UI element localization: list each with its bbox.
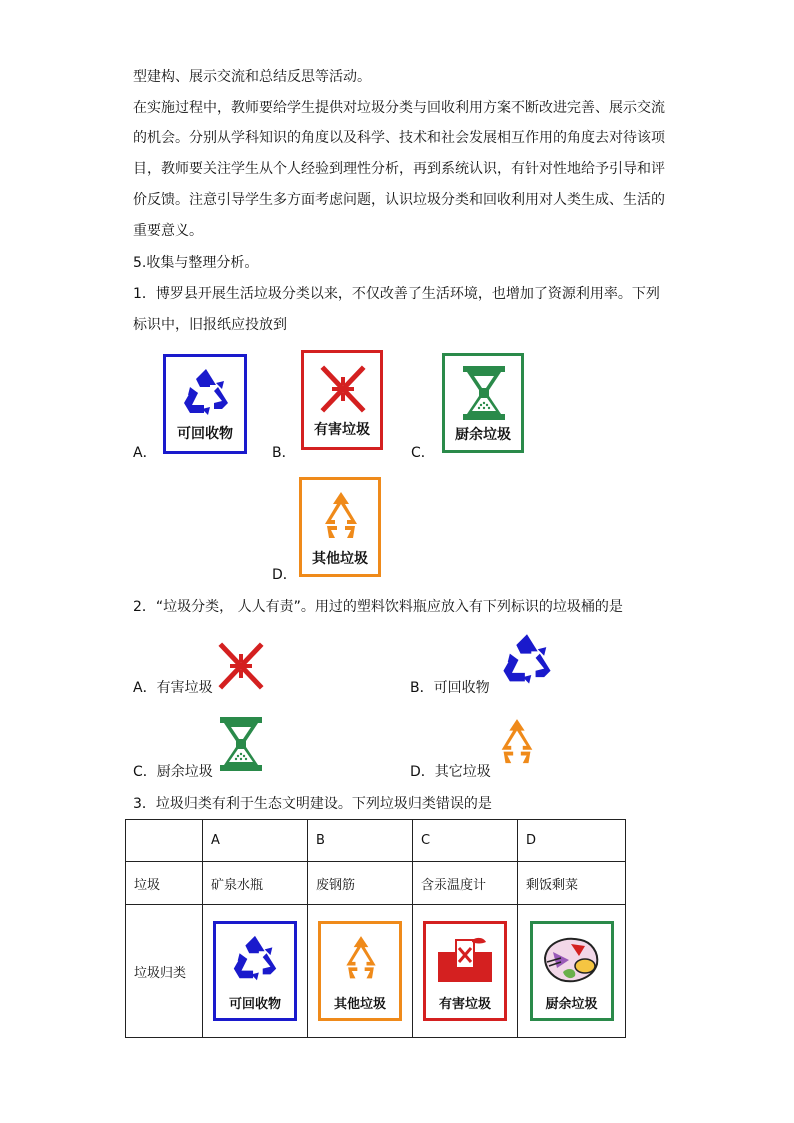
table-cell: 矿泉水瓶 [203,862,308,905]
table-header-cell: D [518,820,626,862]
recycle-icon [178,365,234,421]
intro-line-6: 重要意义。 [133,223,203,239]
q1-option-d-caption: 其他垃圾 [312,551,368,567]
q3-sign-caption: 其他垃圾 [333,997,386,1012]
table-row [126,862,626,905]
q1-option-a-caption: 可回收物 [177,426,233,442]
q1-option-d-letter[interactable]: D． [272,567,297,583]
recycle-icon [497,630,557,690]
food-scraps-icon [541,932,603,988]
table-header-cell: B [308,820,413,862]
hazardous-battery-icon [438,936,492,982]
q3-stem: 3．垃圾归类有利于生态文明建设。下列垃圾归类错误的是 [133,796,492,812]
q1-option-b-sign[interactable] [301,350,383,450]
q3-sign-other [318,921,402,1021]
q3-table [125,819,626,1038]
table-cell [518,905,626,1038]
hazard-icon [318,363,368,415]
other-waste-icon [494,716,540,772]
table-cell: 含汞温度计 [413,862,518,905]
other-waste-icon [339,934,383,986]
hourglass-icon [216,714,266,774]
q1-option-c-sign[interactable] [442,353,524,453]
table-cell: 剩饭剩菜 [518,862,626,905]
intro-line-7: 5.收集与整理分析。 [133,255,259,271]
recycle-icon [228,932,282,986]
intro-line-5: 价反馈。注意引导学生多方面考虑问题，认识垃圾分类和回收利用对人类生成、生活的 [133,192,665,208]
table-cell [203,905,308,1038]
q3-sign-recycle [213,921,297,1021]
q1-option-a-letter[interactable]: A． [133,445,157,461]
q2-stem: 2．“垃圾分类， 人人有责”。用过的塑料饮料瓶应放入有下列标识的垃圾桶的是 [133,599,623,615]
intro-line-2: 在实施过程中，教师要给学生提供对垃圾分类与回收利用方案不断改进完善、展示交流 [133,100,665,116]
table-cell: 垃圾 [126,862,203,905]
table-row [126,820,626,862]
table-cell [308,905,413,1038]
q2-option-c[interactable]: C．厨余垃圾 [133,764,213,780]
q1-option-c-caption: 厨余垃圾 [455,427,511,443]
q1-option-a-sign[interactable] [163,354,247,454]
q2-option-a[interactable]: A．有害垃圾 [133,680,213,696]
q3-sign-kitchen [530,921,614,1021]
other-waste-icon [317,490,365,546]
table-header-cell [126,820,203,862]
q1-stem-line-2: 标识中，旧报纸应投放到 [133,317,287,333]
q3-sign-hazard [423,921,507,1021]
q3-sign-caption: 厨余垃圾 [545,997,598,1012]
q1-option-b-caption: 有害垃圾 [314,422,370,438]
table-cell [413,905,518,1038]
hazard-icon [214,640,268,692]
table-cell: 废钢筋 [308,862,413,905]
table-row [126,905,626,1038]
q1-option-c-letter[interactable]: C． [411,445,435,461]
q2-option-b[interactable]: B．可回收物 [410,680,490,696]
q1-option-d-sign[interactable] [299,477,381,577]
q2-option-d[interactable]: D．其它垃圾 [410,764,491,780]
table-header-cell: C [413,820,518,862]
intro-line-3: 的机会。分别从学科知识的角度以及科学、技术和社会发展相互作用的角度去对待该项 [133,130,665,146]
q3-sign-caption: 可回收物 [228,997,281,1012]
intro-line-1: 型建构、展示交流和总结反思等活动。 [133,69,371,85]
table-cell: 垃圾归类 [126,905,203,1038]
table-header-cell: A [203,820,308,862]
q1-option-b-letter[interactable]: B． [272,445,296,461]
q1-stem-line-1: 1．博罗县开展生活垃圾分类以来，不仅改善了生活环境，也增加了资源利用率。下列 [133,286,660,302]
intro-line-4: 目，教师要关注学生从个人经验到理性分析，再到系统认识，有针对性地给予引导和评 [133,161,665,177]
hourglass-icon [459,364,509,422]
q3-sign-caption: 有害垃圾 [438,997,491,1012]
